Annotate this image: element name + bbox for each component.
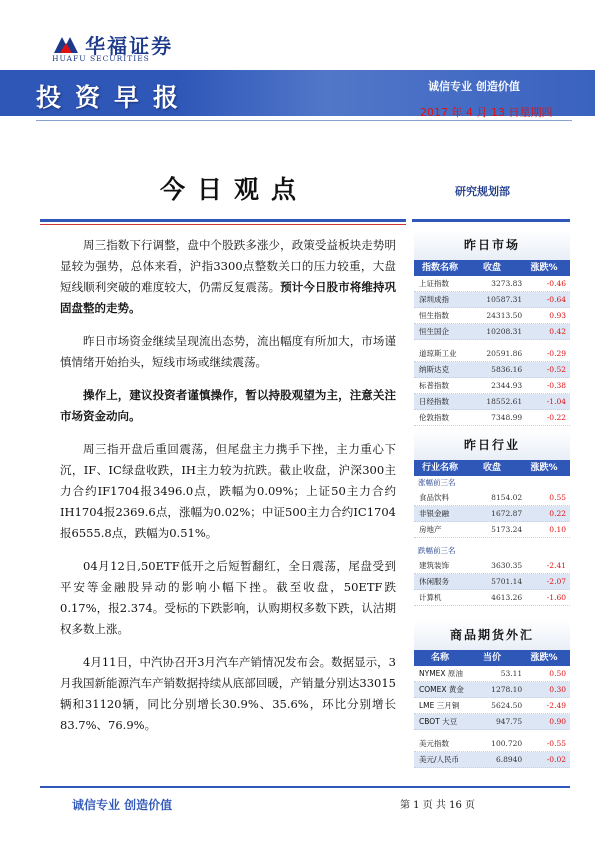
cell-change: -0.22 (546, 413, 566, 422)
paragraph-2: 昨日市场资金继续呈现流出态势，流出幅度有所加大，市场谨慎情绪开始抬头，短线市场或继续震荡。 (60, 334, 396, 369)
table-row (414, 666, 570, 682)
market-col-header (414, 260, 570, 276)
col-close: 收盘 (482, 463, 501, 473)
cell-close: 2344.93 (491, 381, 523, 390)
table-row (414, 682, 570, 698)
cell-price: 1278.10 (491, 685, 523, 694)
cell-change: 0.30 (549, 685, 566, 694)
industry-up-label: 涨幅前三名 (418, 478, 456, 487)
cell-change: -1.60 (546, 593, 566, 602)
table-row (414, 490, 570, 506)
cell-name: 日经指数 (419, 397, 449, 406)
col-change: 涨跌% (530, 653, 558, 663)
cell-close: 4613.26 (491, 593, 523, 602)
report-title: 投资早报 (36, 83, 193, 112)
table-row (414, 362, 570, 378)
cell-close: 3630.35 (491, 561, 523, 570)
cell-close: 18552.61 (486, 397, 523, 406)
section-rule-red (40, 224, 406, 225)
table-row (414, 574, 570, 590)
cell-name: COMEX 黄金 (419, 685, 464, 694)
cell-close: 20591.86 (486, 349, 523, 358)
cell-name: 房地产 (419, 525, 442, 534)
col-name: 指数名称 (421, 263, 458, 273)
cell-change: -2.41 (546, 561, 566, 570)
cell-price: 6.8940 (495, 755, 523, 764)
paragraph-3 (60, 385, 396, 427)
table-row (414, 736, 570, 752)
cell-price: 53.11 (500, 669, 523, 678)
cell-close: 5836.16 (491, 365, 523, 374)
cell-change: -0.29 (546, 349, 566, 358)
cell-change: -2.07 (546, 577, 566, 586)
cell-price: 100.720 (491, 739, 523, 748)
footer-divider (40, 786, 570, 788)
footer-slogan: 诚信专业 创造价值 (72, 798, 173, 812)
paragraph-5: 04月12日,50ETF低开之后短暂翻红，全日震荡，尾盘受到平安等金融股异动的影响小幅下挫。截至收盘，50ETF跌0.17%，报2.374。受标的下跌影响，认购期权多数下跌，认沽期权多数上涨。 (60, 559, 396, 636)
page-number: 第 1 页 共 16 页 (400, 800, 475, 811)
paragraph-1-highlight: 预计今日股市将维持巩固盘整的走势。 (60, 280, 397, 315)
paragraph-6: 4月11日，中汽协召开3月汽车产销情况发布会。数据显示，3月我国新能源汽车产销数据持续从底部回暖，产销量分别达33015辆和31120辆，同比分别增长30.9%、35.6%，环比分别增长83.7%、76.9%。 (60, 655, 396, 732)
cell-name: 美元指数 (419, 739, 449, 748)
cell-change: -1.04 (546, 397, 566, 406)
cell-name: 非银金融 (419, 509, 449, 518)
cell-name: 纳斯达克 (419, 365, 449, 374)
section-rule (40, 219, 406, 222)
cell-change: 0.93 (549, 311, 566, 320)
table-row (414, 558, 570, 574)
paragraph-1-text: 周三指数下行调整，盘中个股跌多涨少，政策受益板块走势明显较为强势，总体来看，沪指3300点整数关口的压力较重，大盘短线顺利突破的难度较大，仍需反复震荡。 (60, 238, 396, 294)
cell-name: 恒生国企 (419, 327, 449, 336)
cell-name: 建筑装饰 (419, 561, 449, 570)
industry-col-header (414, 460, 570, 476)
cell-close: 10587.31 (486, 295, 523, 304)
col-name: 行业名称 (421, 463, 458, 473)
company-name-cn: 华福证券 (85, 34, 174, 58)
cell-close: 7348.99 (491, 413, 523, 422)
paragraph-3-highlight: 操作上，建议投资者谨慎操作，暂以持股观望为主，注意关注市场资金动向。 (60, 388, 396, 423)
cell-change: -0.46 (546, 279, 566, 288)
col-price: 当价 (482, 653, 501, 663)
table-row (414, 698, 570, 714)
cell-name: 休闲服务 (419, 577, 449, 586)
huafu-logo-icon (52, 35, 80, 55)
futures-box (414, 620, 570, 768)
header-slogan: 诚信专业 创造价值 (428, 80, 520, 93)
table-row (414, 522, 570, 538)
table-row (414, 506, 570, 522)
company-name-en: HUAFU SECURITIES (52, 54, 150, 63)
table-row (414, 308, 570, 324)
cell-name: 食品饮料 (419, 493, 449, 502)
table-row (414, 292, 570, 308)
cell-change: -2.49 (546, 701, 566, 710)
cell-name: 道琼斯工业 (419, 349, 457, 358)
table-row (414, 378, 570, 394)
cell-name: NYMEX 原油 (419, 669, 463, 678)
cell-name: 恒生指数 (419, 311, 449, 320)
col-name: 名称 (430, 653, 449, 663)
cell-close: 5173.24 (491, 525, 523, 534)
cell-close: 5701.14 (491, 577, 523, 586)
table-row (414, 752, 570, 768)
cell-change: -0.64 (546, 295, 566, 304)
cell-name: 伦敦指数 (419, 413, 449, 422)
section-title: 今日观点 (160, 175, 309, 204)
cell-change: 0.42 (549, 327, 566, 336)
futures-title: 商品期货外汇 (414, 620, 570, 650)
cell-name: 上证指数 (419, 279, 449, 288)
cell-name: 标普指数 (419, 381, 449, 390)
cell-close: 24313.50 (486, 311, 523, 320)
cell-close: 3273.83 (491, 279, 523, 288)
cell-change: -0.55 (546, 739, 566, 748)
table-row (414, 346, 570, 362)
cell-close: 8154.02 (491, 493, 523, 502)
report-date: 2017 年 4 月 13 日星期四 (420, 106, 553, 119)
col-change: 涨跌% (530, 263, 558, 273)
cell-name: LME 三月铜 (419, 701, 460, 710)
paragraph-4: 周三指开盘后重回震荡，但尾盘主力携手下挫，主力重心下沉，IF、IC绿盘收跌，IH主力较为抗跌。截止收盘，沪深300主力合约IF1704报3496.0点，跌幅为0.09%；上证50主力合约IH1704报2369.6点，涨幅为0.02%；中证500主力合约IC1704报6555.8点，跌幅为0.51%。 (60, 442, 396, 540)
article-body (60, 235, 396, 748)
cell-change: 0.22 (549, 509, 566, 518)
cell-change: -0.38 (546, 381, 566, 390)
col-close: 收盘 (482, 263, 501, 273)
cell-name: 计算机 (419, 593, 442, 602)
industry-box (414, 430, 570, 606)
industry-down-label: 跌幅前三名 (418, 546, 456, 555)
cell-change: -0.52 (546, 365, 566, 374)
department-name: 研究规划部 (455, 185, 510, 198)
cell-price: 947.75 (495, 717, 523, 726)
cell-name: CBOT 大豆 (419, 717, 458, 726)
table-row (414, 714, 570, 730)
cell-change: -0.02 (546, 755, 566, 764)
table-row (414, 276, 570, 292)
paragraph-1 (60, 235, 396, 319)
table-row (414, 324, 570, 340)
table-row (414, 394, 570, 410)
cell-change: 0.10 (549, 525, 566, 534)
table-row (414, 590, 570, 606)
cell-change: 0.90 (549, 717, 566, 726)
cell-change: 0.55 (549, 493, 566, 502)
cell-name: 美元/人民币 (419, 755, 460, 764)
header-divider (36, 120, 572, 121)
futures-col-header (414, 650, 570, 666)
col-change: 涨跌% (530, 463, 558, 473)
cell-name: 深圳成指 (419, 295, 449, 304)
market-box (414, 230, 570, 426)
table-row (414, 410, 570, 426)
cell-close: 10208.31 (486, 327, 523, 336)
side-rule (412, 219, 570, 222)
cell-change: 0.50 (549, 669, 566, 678)
industry-title: 昨日行业 (414, 430, 570, 460)
cell-price: 5624.50 (491, 701, 523, 710)
market-title: 昨日市场 (414, 230, 570, 260)
cell-close: 1672.87 (491, 509, 523, 518)
